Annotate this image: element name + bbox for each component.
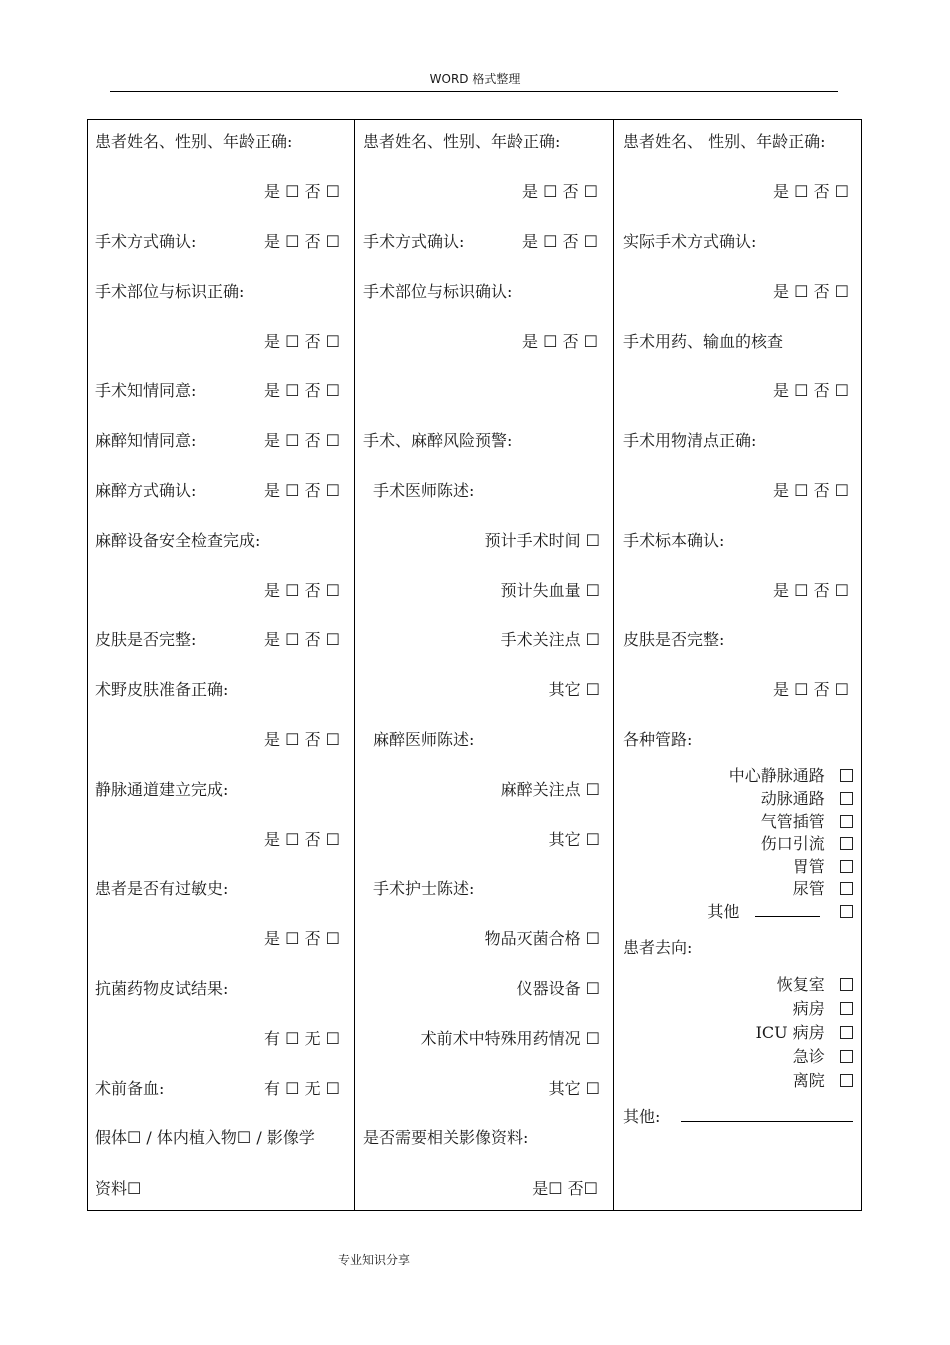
item-count-label: 手术用物清点正确: bbox=[623, 431, 757, 450]
special-medication-check[interactable]: 术前术中特殊用药情况 ☐ bbox=[420, 1029, 600, 1048]
surgery-site-yes-no[interactable]: 是 ☐ 否 ☐ bbox=[264, 332, 340, 351]
tube-item[interactable]: 尿管 bbox=[793, 879, 853, 899]
checkbox-icon[interactable] bbox=[840, 815, 853, 828]
specimen-label: 手术标本确认: bbox=[623, 531, 725, 550]
checkbox-icon[interactable] bbox=[840, 837, 853, 850]
patient-identity-yes-no-3[interactable]: 是 ☐ 否 ☐ bbox=[773, 182, 849, 201]
tube-item[interactable]: 动脉通路 bbox=[761, 789, 853, 809]
tube-other-item[interactable]: 其他 bbox=[707, 902, 853, 922]
surgery-consent-yes-no[interactable]: 是 ☐ 否 ☐ bbox=[264, 381, 340, 400]
anesthesia-equipment-label: 麻醉设备安全检查完成: bbox=[95, 531, 261, 550]
imaging-needed-yes-no[interactable]: 是☐ 否☐ bbox=[532, 1179, 598, 1198]
checkbox-icon[interactable] bbox=[840, 1026, 853, 1039]
patient-identity-label-2: 患者姓名、性别、年龄正确: bbox=[363, 132, 561, 151]
nurse-other-check[interactable]: 其它 ☐ bbox=[548, 1079, 600, 1098]
anesthesia-consent-yes-no[interactable]: 是 ☐ 否 ☐ bbox=[264, 431, 340, 450]
imaging-material-label[interactable]: 资料☐ bbox=[95, 1179, 142, 1198]
actual-surgery-yes-no[interactable]: 是 ☐ 否 ☐ bbox=[773, 282, 849, 301]
iv-access-label: 静脉通道建立完成: bbox=[95, 780, 229, 799]
skin-test-label: 抗菌药物皮试结果: bbox=[95, 979, 229, 998]
destination-item[interactable]: 恢复室 bbox=[777, 975, 853, 995]
patient-identity-yes-no-2[interactable]: 是 ☐ 否 ☐ bbox=[522, 182, 598, 201]
estimated-time-check[interactable]: 预计手术时间 ☐ bbox=[484, 531, 600, 550]
checkbox-icon[interactable] bbox=[840, 1050, 853, 1063]
anesthesia-method-yes-no[interactable]: 是 ☐ 否 ☐ bbox=[264, 481, 340, 500]
specimen-yes-no[interactable]: 是 ☐ 否 ☐ bbox=[773, 581, 849, 600]
page-header: WORD 格式整理 bbox=[429, 72, 521, 86]
destination-item[interactable]: 急诊 bbox=[793, 1047, 853, 1067]
medication-transfusion-label: 手术用药、输血的核查 bbox=[623, 332, 784, 351]
destination-item[interactable]: 离院 bbox=[793, 1071, 853, 1091]
sterilization-check[interactable]: 物品灭菌合格 ☐ bbox=[484, 929, 600, 948]
medication-transfusion-yes-no[interactable]: 是 ☐ 否 ☐ bbox=[773, 381, 849, 400]
checkbox-icon[interactable] bbox=[840, 860, 853, 873]
checkbox-icon[interactable] bbox=[840, 882, 853, 895]
patient-identity-label-3: 患者姓名、 性别、年龄正确: bbox=[623, 132, 826, 151]
surgery-site-label-2: 手术部位与标识确认: bbox=[363, 282, 513, 301]
item-count-yes-no[interactable]: 是 ☐ 否 ☐ bbox=[773, 481, 849, 500]
patient-identity-yes-no[interactable]: 是 ☐ 否 ☐ bbox=[264, 182, 340, 201]
surgery-method-label: 手术方式确认: bbox=[95, 232, 197, 251]
checkbox-icon[interactable] bbox=[840, 1074, 853, 1087]
patient-identity-label: 患者姓名、性别、年龄正确: bbox=[95, 132, 293, 151]
skin-prep-label: 术野皮肤准备正确: bbox=[95, 680, 229, 699]
anesthetist-other-check[interactable]: 其它 ☐ bbox=[548, 830, 600, 849]
skin-intact-yes-no-3[interactable]: 是 ☐ 否 ☐ bbox=[773, 680, 849, 699]
checkbox-icon[interactable] bbox=[840, 978, 853, 991]
checkbox-icon[interactable] bbox=[840, 905, 853, 918]
allergy-history-yes-no[interactable]: 是 ☐ 否 ☐ bbox=[264, 929, 340, 948]
skin-intact-label-3: 皮肤是否完整: bbox=[623, 630, 725, 649]
checkbox-icon[interactable] bbox=[840, 1002, 853, 1015]
page-footer: 专业知识分享 bbox=[338, 1253, 411, 1267]
equipment-check[interactable]: 仪器设备 ☐ bbox=[516, 979, 600, 998]
column-divider bbox=[613, 120, 614, 1210]
imaging-needed-label: 是否需要相关影像资料: bbox=[363, 1128, 529, 1147]
checkbox-icon[interactable] bbox=[840, 769, 853, 782]
skin-intact-label: 皮肤是否完整: bbox=[95, 630, 197, 649]
tubes-label: 各种管路: bbox=[623, 730, 693, 749]
anesthesia-focus-check[interactable]: 麻醉关注点 ☐ bbox=[500, 780, 600, 799]
destination-item[interactable]: ICU 病房 bbox=[756, 1023, 853, 1043]
blood-prep-label: 术前备血: bbox=[95, 1079, 165, 1098]
iv-access-yes-no[interactable]: 是 ☐ 否 ☐ bbox=[264, 830, 340, 849]
surgical-focus-check[interactable]: 手术关注点 ☐ bbox=[500, 630, 600, 649]
surgery-site-yes-no-2[interactable]: 是 ☐ 否 ☐ bbox=[522, 332, 598, 351]
anesthesia-consent-label: 麻醉知情同意: bbox=[95, 431, 197, 450]
surgery-consent-label: 手术知情同意: bbox=[95, 381, 197, 400]
surgery-method-yes-no-2[interactable]: 是 ☐ 否 ☐ bbox=[522, 232, 598, 251]
other-notes-row[interactable]: 其他: bbox=[623, 1107, 853, 1127]
estimated-blood-loss-check[interactable]: 预计失血量 ☐ bbox=[500, 581, 600, 600]
header-rule bbox=[110, 91, 838, 92]
surgery-site-label: 手术部位与标识正确: bbox=[95, 282, 245, 301]
checklist-table bbox=[87, 119, 862, 1211]
patient-destination-label: 患者去向: bbox=[623, 938, 693, 957]
column-divider bbox=[354, 120, 355, 1210]
allergy-history-label: 患者是否有过敏史: bbox=[95, 879, 229, 898]
tube-item[interactable]: 伤口引流 bbox=[761, 834, 853, 854]
nurse-statement-label: 手术护士陈述: bbox=[373, 879, 475, 898]
skin-prep-yes-no[interactable]: 是 ☐ 否 ☐ bbox=[264, 730, 340, 749]
tube-item[interactable]: 中心静脉通路 bbox=[729, 766, 853, 786]
tube-item[interactable]: 气管插管 bbox=[761, 812, 853, 832]
anesthetist-statement-label: 麻醉医师陈述: bbox=[373, 730, 475, 749]
anesthesia-method-label: 麻醉方式确认: bbox=[95, 481, 197, 500]
tube-item[interactable]: 胃管 bbox=[793, 857, 853, 877]
anesthesia-equipment-yes-no[interactable]: 是 ☐ 否 ☐ bbox=[264, 581, 340, 600]
surgery-method-label-2: 手术方式确认: bbox=[363, 232, 465, 251]
other-notes-blank[interactable] bbox=[681, 1107, 853, 1122]
surgeon-other-check[interactable]: 其它 ☐ bbox=[548, 680, 600, 699]
skin-intact-yes-no[interactable]: 是 ☐ 否 ☐ bbox=[264, 630, 340, 649]
prosthesis-implant-label[interactable]: 假体☐ / 体内植入物☐ / 影像学 bbox=[95, 1128, 315, 1147]
risk-warning-label: 手术、麻醉风险预警: bbox=[363, 431, 513, 450]
surgery-method-yes-no[interactable]: 是 ☐ 否 ☐ bbox=[264, 232, 340, 251]
actual-surgery-label: 实际手术方式确认: bbox=[623, 232, 757, 251]
blood-prep-result[interactable]: 有 ☐ 无 ☐ bbox=[264, 1079, 340, 1098]
surgeon-statement-label: 手术医师陈述: bbox=[373, 481, 475, 500]
skin-test-result[interactable]: 有 ☐ 无 ☐ bbox=[264, 1029, 340, 1048]
blank-line[interactable] bbox=[755, 902, 820, 917]
destination-item[interactable]: 病房 bbox=[793, 999, 853, 1019]
checkbox-icon[interactable] bbox=[840, 792, 853, 805]
